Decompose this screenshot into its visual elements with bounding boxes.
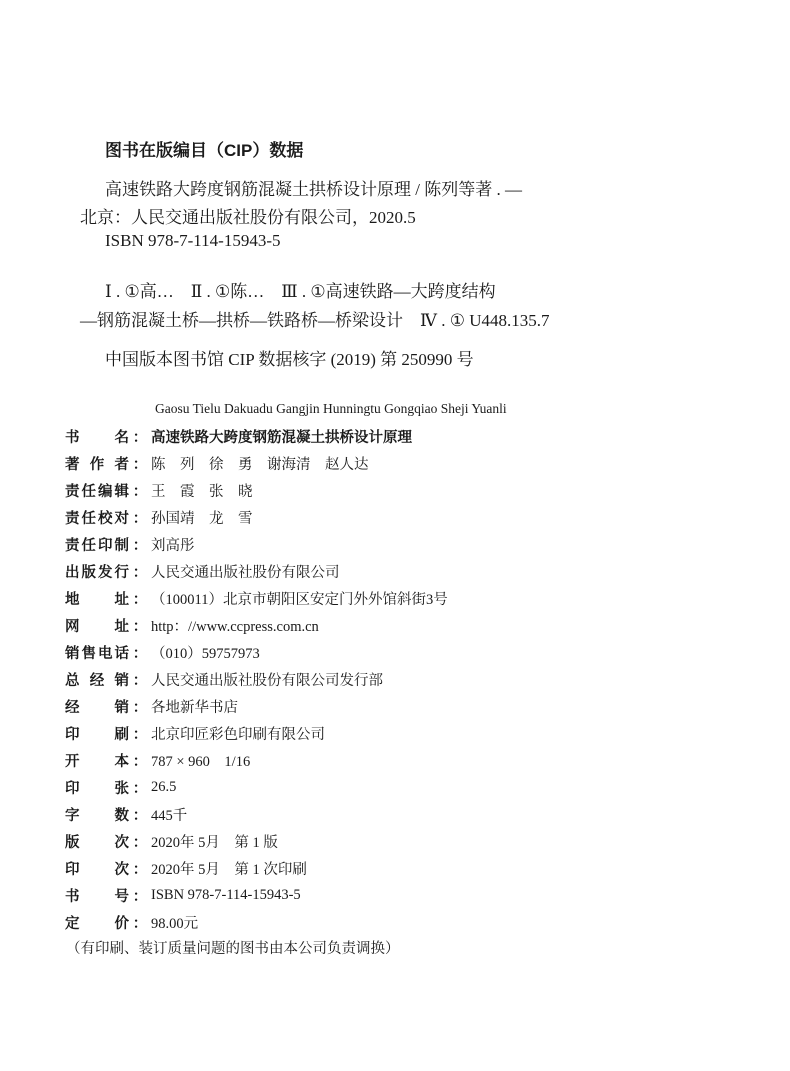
info-colon: ：	[132, 483, 148, 500]
info-row	[65, 857, 307, 879]
info-colon: ：	[132, 591, 148, 608]
info-colon: ：	[132, 672, 148, 689]
info-value: 孙国靖 龙 雪	[151, 510, 253, 527]
info-colon: ：	[132, 807, 148, 824]
info-value: 26.5	[151, 778, 177, 795]
info-value: 787 × 960 1/16	[151, 753, 251, 770]
info-row	[65, 452, 369, 474]
info-value: 2020年 5月 第 1 版	[151, 834, 278, 851]
info-row	[65, 614, 319, 636]
info-colon: ：	[132, 456, 148, 473]
info-colon: ：	[132, 429, 148, 446]
info-row	[65, 695, 238, 717]
info-colon: ：	[132, 861, 148, 878]
quality-note: （有印刷、装订质量问题的图书由本公司负责调换）	[66, 941, 400, 957]
info-value: （010）59757973	[151, 645, 260, 662]
info-row	[65, 560, 340, 582]
info-value: 445千	[151, 807, 188, 824]
info-label: 地址	[65, 591, 129, 608]
info-colon: ：	[132, 834, 148, 851]
info-value: 王 霞 张 晓	[151, 483, 253, 500]
info-label: 出版发行	[65, 564, 129, 581]
info-row	[65, 425, 412, 447]
info-label: 字数	[65, 807, 129, 824]
info-label: 著作者	[65, 456, 129, 473]
info-colon: ：	[132, 618, 148, 635]
info-label: 总经销	[65, 672, 129, 689]
info-label: 书名	[65, 429, 129, 446]
info-colon: ：	[132, 645, 148, 662]
info-value: 陈 列 徐 勇 谢海清 赵人达	[151, 456, 369, 473]
info-label: 责任校对	[65, 510, 129, 527]
info-colon: ：	[132, 915, 148, 932]
cip-classification-2: —钢筋混凝土桥—拱桥—铁路桥—桥梁设计 Ⅳ . ① U448.135.7	[80, 311, 550, 330]
info-value: ISBN 978-7-114-15943-5	[151, 886, 301, 903]
info-value: 各地新华书店	[151, 699, 238, 716]
info-row	[65, 587, 448, 609]
info-colon: ：	[132, 753, 148, 770]
info-row	[65, 506, 253, 528]
info-label: 书号	[65, 888, 129, 905]
info-label: 印刷	[65, 726, 129, 743]
cip-publisher-line: 北京：人民交通出版社股份有限公司，2020.5	[80, 208, 416, 227]
info-row	[65, 911, 198, 933]
info-value: 98.00元	[151, 915, 199, 932]
info-label: 网址	[65, 618, 129, 635]
info-label: 定价	[65, 915, 129, 932]
info-colon: ：	[132, 699, 148, 716]
info-value: 高速铁路大跨度钢筋混凝土拱桥设计原理	[151, 429, 412, 446]
info-colon: ：	[132, 564, 148, 581]
cip-isbn: ISBN 978-7-114-15943-5	[105, 231, 281, 250]
cip-heading: 图书在版编目（CIP）数据	[105, 141, 304, 160]
info-row	[65, 641, 260, 663]
info-row	[65, 722, 325, 744]
cip-title-line: 高速铁路大跨度钢筋混凝土拱桥设计原理 / 陈列等著 . —	[105, 180, 522, 199]
info-label: 印次	[65, 861, 129, 878]
info-label: 印张	[65, 780, 129, 797]
cip-classification-1: Ⅰ . ①高… Ⅱ . ①陈… Ⅲ . ①高速铁路—大跨度结构	[105, 282, 496, 301]
cip-record-number: 中国版本图书馆 CIP 数据核字 (2019) 第 250990 号	[105, 350, 474, 369]
info-row	[65, 884, 301, 906]
info-value: 人民交通出版社股份有限公司	[151, 564, 340, 581]
info-colon: ：	[132, 510, 148, 527]
info-row	[65, 776, 176, 798]
info-value: 2020年 5月 第 1 次印刷	[151, 861, 307, 878]
info-label: 责任编辑	[65, 483, 129, 500]
info-colon: ：	[132, 888, 148, 905]
info-value: 刘高彤	[151, 537, 195, 554]
info-row	[65, 749, 250, 771]
info-colon: ：	[132, 726, 148, 743]
info-row	[65, 803, 187, 825]
info-row	[65, 533, 195, 555]
info-value: 人民交通出版社股份有限公司发行部	[151, 672, 383, 689]
info-label: 责任印制	[65, 537, 129, 554]
info-label: 经销	[65, 699, 129, 716]
info-row	[65, 668, 383, 690]
info-row	[65, 479, 253, 501]
info-value: （100011）北京市朝阳区安定门外外馆斜街3号	[151, 591, 448, 608]
pinyin-title: Gaosu Tielu Dakuadu Gangjin Hunningtu Gongqiao Sheji Yuanli	[155, 401, 507, 416]
info-row	[65, 830, 278, 852]
info-label: 销售电话	[65, 645, 129, 662]
info-label: 版次	[65, 834, 129, 851]
info-colon: ：	[132, 780, 148, 797]
info-colon: ：	[132, 537, 148, 554]
info-value: 北京印匠彩色印刷有限公司	[151, 726, 325, 743]
info-value: http：//www.ccpress.com.cn	[151, 618, 319, 635]
info-label: 开本	[65, 753, 129, 770]
